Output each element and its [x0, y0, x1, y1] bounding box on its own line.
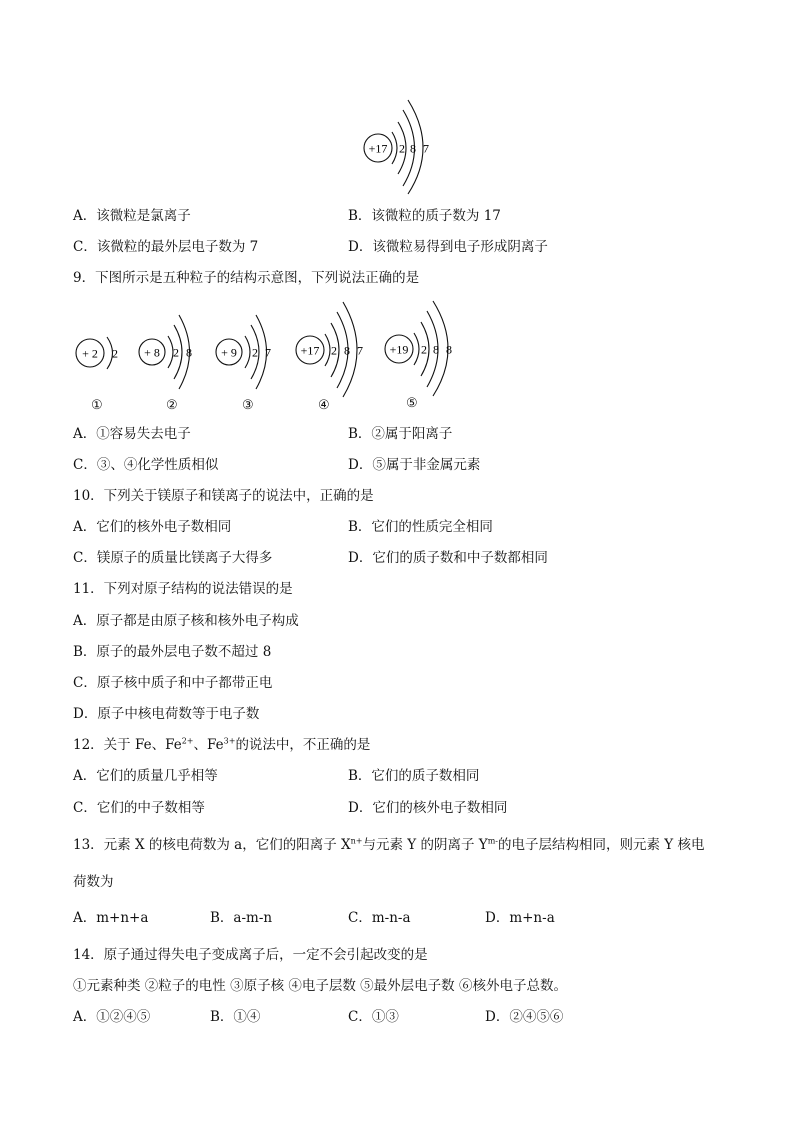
q14-option-d: D．②④⑤⑥ — [485, 1009, 564, 1025]
q13-stem-part3: 的电子层结构相同，则元素 Y 核电 — [497, 837, 705, 853]
q8-option-a: A．该微粒是氯离子 — [73, 208, 191, 224]
q14-stem: 14．原子通过得失电子变成离子后，一定不会引起改变的是 — [73, 947, 428, 963]
shell-electrons: 7 — [265, 345, 271, 360]
q13-option-d: D．m+n-a — [485, 910, 555, 926]
q9-stem: 9．下图所示是五种粒子的结构示意图，下列说法正确的是 — [73, 270, 420, 286]
q12-stem-part1: 12．关于 Fe、Fe — [73, 737, 182, 753]
q13-charge-x: n+ — [350, 836, 363, 846]
q11-stem: 11．下列对原子结构的说法错误的是 — [73, 581, 293, 597]
q12-option-b: B．它们的质子数相同 — [348, 768, 480, 784]
q8-option-c: C．该微粒的最外层电子数为 7 — [73, 239, 259, 255]
shell-electrons: 2 — [173, 345, 179, 360]
shell-electrons: 2 — [331, 343, 337, 358]
particle-label-5: ⑤ — [406, 396, 418, 411]
q13-charge-y: m- — [487, 836, 498, 846]
q11-option-a: A．原子都是由原子核和核外电子构成 — [73, 613, 299, 629]
q13-option-c: C．m-n-a — [348, 910, 411, 926]
particle-diagram-4 — [293, 301, 373, 397]
particle-diagram-1 — [74, 328, 130, 378]
particle-diagram-3 — [213, 313, 277, 389]
q14-option-b: B．①④ — [210, 1009, 261, 1025]
q12-stem-part2: 、Fe — [193, 737, 224, 753]
q12-stem-part3: 的说法中，不正确的是 — [235, 737, 371, 753]
shell-electrons: 2 — [399, 141, 405, 156]
nucleus-charge: + 2 — [82, 346, 98, 361]
q8-option-b: B．该微粒的质子数为 17 — [348, 208, 501, 224]
q11-option-d: D．原子中核电荷数等于电子数 — [73, 706, 260, 722]
shell-electrons: 2 — [112, 346, 118, 361]
q12-charge-fe3: 3+ — [223, 736, 236, 746]
nucleus-charge: +19 — [389, 342, 409, 357]
q10-option-a: A．它们的核外电子数相同 — [73, 519, 232, 535]
q10-stem: 10．下列关于镁原子和镁离子的说法中，正确的是 — [73, 488, 374, 504]
q9-option-b: B．②属于阳离子 — [348, 426, 453, 442]
q9-option-c: C．③、④化学性质相似 — [73, 457, 219, 473]
q13-stem-part2: 与元素 Y 的阴离子 Y — [362, 837, 488, 853]
q11-option-b: B．原子的最外层电子数不超过 8 — [73, 644, 272, 660]
q12-charge-fe2: 2+ — [181, 736, 194, 746]
nucleus-charge: +17 — [368, 141, 388, 156]
q14-option-c: C．①③ — [348, 1009, 399, 1025]
q13-stem-part1: 13．元素 X 的核电荷数为 a，它们的阳离子 X — [73, 837, 351, 853]
particle-diagram-5 — [381, 300, 465, 396]
particle-label-2: ② — [166, 398, 178, 413]
q14-option-a: A．①②④⑤ — [73, 1009, 151, 1025]
particle-diagram-2 — [138, 313, 202, 389]
q13-stem-line2: 荷数为 — [73, 874, 114, 890]
q12-option-a: A．它们的质量几乎相等 — [73, 768, 218, 784]
atom-diagram-q8 — [358, 98, 438, 194]
nucleus-charge: +17 — [300, 343, 320, 358]
q10-option-b: B．它们的性质完全相同 — [348, 519, 493, 535]
q8-option-d: D．该微粒易得到电子形成阴离子 — [348, 239, 548, 255]
shell-electrons: 7 — [423, 141, 429, 156]
shell-electrons: 8 — [446, 342, 452, 357]
nucleus-charge: + 9 — [221, 345, 237, 360]
shell-electrons: 7 — [357, 343, 363, 358]
shell-electrons: 8 — [410, 141, 416, 156]
q13-option-b: B．a-m-n — [210, 910, 273, 926]
q9-option-d: D．⑤属于非金属元素 — [348, 457, 481, 473]
shell-electrons: 8 — [344, 343, 350, 358]
particle-label-4: ④ — [318, 398, 330, 413]
particle-label-1: ① — [91, 398, 103, 413]
shell-electrons: 8 — [186, 345, 192, 360]
q9-option-a: A．①容易失去电子 — [73, 426, 191, 442]
q12-option-c: C．它们的中子数相等 — [73, 800, 205, 816]
q14-items: ①元素种类 ②粒子的电性 ③原子核 ④电子层数 ⑤最外层电子数 ⑥核外电子总数。 — [73, 978, 567, 994]
shell-electrons: 2 — [252, 345, 258, 360]
shell-electrons: 8 — [433, 342, 439, 357]
q10-option-c: C．镁原子的质量比镁离子大得多 — [73, 550, 273, 566]
nucleus-charge: + 8 — [144, 345, 160, 360]
q10-option-d: D．它们的质子数和中子数都相同 — [348, 550, 548, 566]
q12-option-d: D．它们的核外电子数相同 — [348, 800, 508, 816]
q12-stem — [73, 736, 370, 754]
particle-label-3: ③ — [242, 398, 254, 413]
q11-option-c: C．原子核中质子和中子都带正电 — [73, 675, 273, 691]
q13-option-a: A．m+n+a — [73, 910, 149, 926]
q13-stem — [73, 836, 704, 854]
shell-electrons: 2 — [421, 342, 427, 357]
